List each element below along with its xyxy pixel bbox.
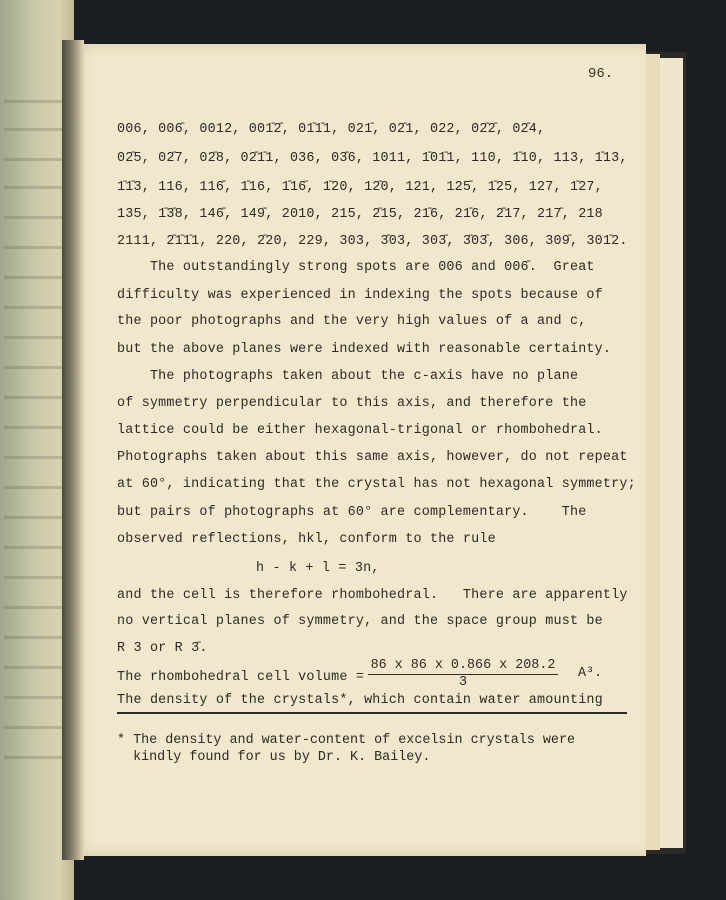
density-line: The density of the crystals*, which contain water amounting <box>117 693 603 708</box>
paragraph-line: but pairs of photographs at 60° are complementary. The <box>117 505 587 520</box>
index-line: 1̄1̄3, 116, 116̄, 1̄16, 1̄16̄, 1̄20, 12̄0, 121, 125̄, 1̄25, 127, 1̄27, <box>117 180 603 195</box>
volume-unit: A³. <box>578 666 603 681</box>
paragraph-line: The outstandingly strong spots are 006 and 006̄. Great <box>117 260 595 275</box>
index-line: 02̄5, 02̄7, 02̄8, 02̄1̄1, 036, 03̄6, 1011, 1̄01̄1, 110, 1̄10, 113, 1̄13, <box>117 151 628 166</box>
paragraph-line: no vertical planes of symmetry, and the space group must be <box>117 614 603 629</box>
page-stack-edge <box>658 58 683 848</box>
book-gutter <box>62 40 84 860</box>
paragraph-line: observed reflections, hkl, conform to the rule <box>117 532 496 547</box>
index-line: 135, 1̄3̄8, 146̄, 149̄, 2010, 215, 2̄15, 21̄6, 21̄6, 2̄17, 217̄, 218 <box>117 207 603 222</box>
paragraph-line: of symmetry perpendicular to this axis, and therefore the <box>117 396 587 411</box>
volume-denominator: 3 <box>458 675 468 690</box>
page-stack-edge-inner <box>644 54 660 850</box>
paragraph-line: the poor photographs and the very high values of a and c, <box>117 314 587 329</box>
volume-fraction <box>368 658 558 690</box>
index-line: 2111, 2̄1̄1̄1, 220, 2̄20, 229, 303, 3̄03, 303̄, 3̄03̄, 306, 309̄, 301̄2. <box>117 234 628 249</box>
paragraph-line: The photographs taken about the c-axis have no plane <box>117 369 579 384</box>
paragraph-line: lattice could be either hexagonal-trigonal or rhombohedral. <box>117 423 603 438</box>
paragraph-line: at 60°, indicating that the crystal has not hexagonal symmetry; <box>117 477 636 492</box>
rule-equation: h - k + l = 3n, <box>256 561 380 576</box>
footnote-line: kindly found for us by Dr. K. Bailey. <box>117 750 431 765</box>
paragraph-line: Photographs taken about this same axis, however, do not repeat <box>117 450 628 465</box>
paragraph-line: difficulty was experienced in indexing the spots because of <box>117 288 603 303</box>
volume-label: The rhombohedral cell volume = <box>117 670 365 685</box>
paragraph-line: but the above planes were indexed with reasonable certainty. <box>117 342 612 357</box>
footnote-line: * The density and water-content of excelsin crystals were <box>117 733 576 748</box>
paragraph-line: and the cell is therefore rhombohedral. There are apparently <box>117 588 628 603</box>
index-line: 006, 006̄, 0012, 001̄2̄, 01̄1̄1, 021̄, 02̄1, 022, 02̄2̄, 02̄4, <box>117 122 546 137</box>
paragraph-line: R 3 or R 3̄. <box>117 641 208 656</box>
volume-numerator: 86 x 86 x 0.866 x 208.2 <box>368 658 558 675</box>
page-number: 96. <box>588 66 614 82</box>
footnote-divider <box>117 712 627 714</box>
